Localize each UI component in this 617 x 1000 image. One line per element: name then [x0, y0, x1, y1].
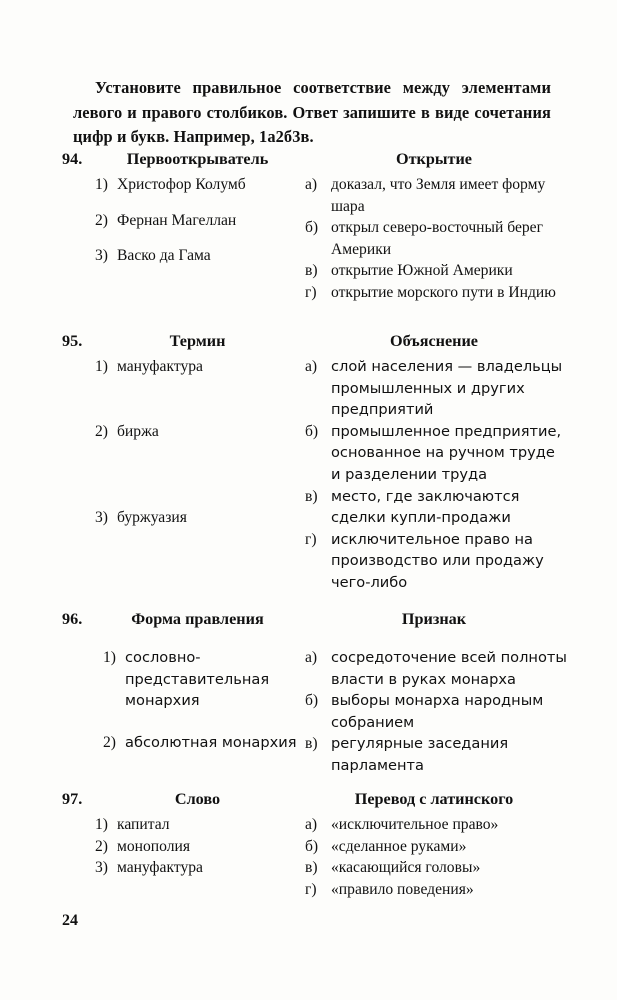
list-item — [305, 217, 567, 260]
exercise-94-left-column — [95, 174, 295, 267]
exercise-97-left-column — [95, 814, 295, 879]
exercise-94-header-row — [0, 150, 617, 174]
item-text: промышленное предприятие, основанное на ручном труде и разделении труда — [331, 422, 562, 483]
item-text: открытие морского пути в Индию — [331, 283, 556, 301]
list-item — [95, 857, 295, 879]
item-text: Фернан Магеллан — [117, 211, 237, 229]
exercise-94 — [0, 150, 617, 301]
exercise-96-left-column — [103, 647, 303, 753]
item-text: «исключительное право» — [331, 816, 499, 833]
item-marker: б) — [305, 837, 319, 855]
exercise-96 — [0, 610, 617, 774]
item-text: абсолютная монархия — [125, 733, 297, 751]
item-marker: 2) — [95, 837, 108, 855]
list-item — [305, 879, 567, 901]
exercise-95-left-column — [95, 356, 295, 529]
item-marker: а) — [305, 358, 318, 375]
list-item — [95, 507, 295, 529]
item-marker: 3) — [95, 509, 108, 527]
list-item — [95, 245, 295, 267]
item-marker: а) — [305, 816, 318, 833]
item-marker: 1) — [95, 358, 108, 375]
item-marker: в) — [305, 487, 318, 505]
item-marker: 1) — [95, 816, 108, 833]
item-text: «правило поведения» — [331, 880, 474, 898]
item-text: открыл северо-восточный берег Америки — [331, 219, 543, 258]
list-item — [95, 814, 295, 836]
item-text: биржа — [117, 422, 159, 440]
list-item — [305, 260, 567, 282]
exercise-96-right-column — [305, 647, 567, 777]
exercise-97 — [0, 790, 617, 898]
exercise-96-header-row — [0, 610, 617, 634]
list-item — [305, 647, 567, 690]
item-text: открытие Южной Америки — [331, 262, 513, 280]
item-marker: 2) — [95, 211, 108, 229]
item-text: Васко да Гама — [117, 247, 211, 265]
exercise-95 — [0, 332, 617, 591]
exercise-94-right-header: Открытие — [396, 150, 472, 168]
exercise-95-header-row — [0, 332, 617, 356]
list-item — [95, 174, 295, 196]
list-item — [95, 356, 295, 378]
exercise-94-left-header: Первооткрыватель — [126, 150, 269, 168]
item-text: «касающийся головы» — [331, 859, 481, 877]
item-marker: в) — [305, 262, 318, 280]
exercise-95-left-header: Термин — [169, 332, 226, 350]
list-item — [95, 421, 295, 443]
exercise-97-number: 97. — [62, 790, 83, 808]
list-item — [305, 282, 567, 304]
exercise-96-number: 96. — [62, 610, 83, 628]
item-marker: в) — [305, 735, 318, 753]
exercise-97-header-row — [0, 790, 617, 814]
list-item — [305, 421, 567, 486]
item-marker: 1) — [103, 649, 116, 666]
list-item — [305, 690, 567, 733]
item-marker: г) — [305, 283, 317, 301]
item-text: «сделанное руками» — [331, 837, 467, 855]
exercise-97-right-column — [305, 814, 567, 900]
exercise-95-right-column — [305, 356, 567, 594]
list-item — [305, 174, 567, 217]
item-text: слой населения — владельцы промышленных и других предприятий — [331, 358, 563, 419]
exercise-96-left-header: Форма правления — [131, 610, 264, 628]
item-marker: б) — [305, 422, 319, 440]
item-marker: б) — [305, 219, 319, 237]
exercise-95-right-header: Объяснение — [389, 332, 478, 350]
instruction-paragraph: Установите правильное соответствие между элементами левого и правого столбиков. Ответ запишите в виде сочетания цифр и букв. Например, 1а2б3в. — [73, 78, 551, 147]
item-marker: в) — [305, 859, 318, 877]
item-marker: а) — [305, 649, 318, 666]
list-item — [305, 814, 567, 836]
item-marker: а) — [305, 176, 318, 193]
item-marker: г) — [305, 530, 317, 548]
item-text: выборы монарха народным собранием — [331, 692, 544, 731]
list-item — [103, 732, 303, 754]
item-marker: б) — [305, 692, 319, 710]
item-text: буржуазия — [117, 509, 187, 527]
item-marker: 3) — [95, 247, 108, 265]
list-item — [305, 733, 567, 776]
item-marker: г) — [305, 880, 317, 898]
item-text: мануфактура — [117, 358, 203, 375]
list-item — [305, 356, 567, 421]
exercise-94-number: 94. — [62, 150, 83, 168]
exercise-96-right-header: Признак — [401, 610, 467, 628]
list-item — [95, 210, 295, 232]
item-text: сословно-представительная монархия — [125, 649, 270, 710]
exercise-97-right-header: Перевод с латинского — [354, 790, 514, 808]
item-marker: 3) — [95, 859, 108, 877]
list-item — [305, 857, 567, 879]
item-marker: 2) — [103, 733, 116, 751]
list-item — [305, 836, 567, 858]
page-number: 24 — [62, 912, 78, 929]
item-marker: 2) — [95, 422, 108, 440]
list-item — [305, 486, 567, 529]
item-text: сосредоточение всей полноты власти в руках монарха — [331, 649, 567, 688]
exercise-95-number: 95. — [62, 332, 83, 350]
item-text: регулярные заседания парламента — [331, 735, 509, 774]
exercise-97-left-header: Слово — [174, 790, 221, 808]
item-text: исключительное право на производство или продажу чего-либо — [331, 530, 544, 591]
list-item — [95, 836, 295, 858]
list-item — [103, 647, 303, 712]
item-text: доказал, что Земля имеет форму шара — [331, 176, 546, 215]
item-marker: 1) — [95, 176, 108, 193]
item-text: мануфактура — [117, 859, 203, 877]
item-text: капитал — [117, 816, 170, 833]
list-item — [305, 529, 567, 594]
item-text: монополия — [117, 837, 191, 855]
exercise-94-right-column — [305, 174, 567, 304]
item-text: Христофор Колумб — [117, 176, 246, 193]
item-text: место, где заключаются сделки купли-продажи — [331, 487, 520, 527]
